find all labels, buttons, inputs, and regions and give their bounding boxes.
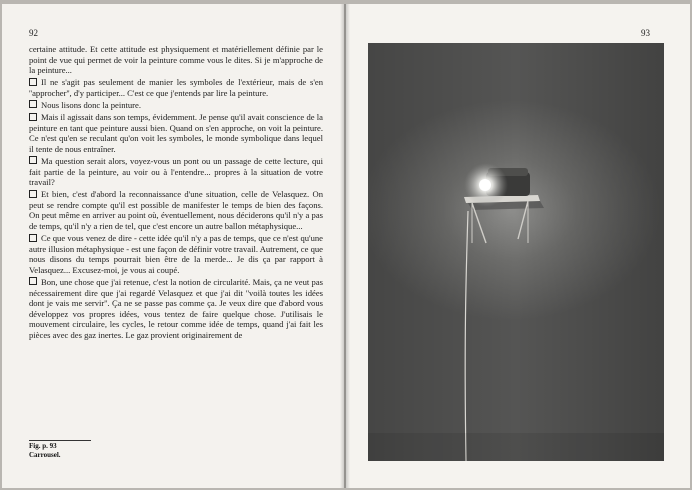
slide-projector-on-shelf-icon [368, 43, 664, 461]
paragraph: Ce que vous venez de dire - cette idée qu'il n'y a pas de temps, que ce n'est qu'une autre illusion métaphysique - est une façon de définir votre travail. Autrement, ce que nous disons du temps pourrait bien être de la merde... Je dis ça par rapport à Velasquez... Excusez-moi, je vous ai coupé. [29, 233, 323, 275]
left-page [2, 4, 344, 488]
figure-title: Carrousel. [29, 451, 61, 459]
page-number-right: 93 [641, 28, 650, 38]
answer-marker-icon [29, 100, 37, 108]
question-marker-icon [29, 277, 37, 285]
interview-text [29, 44, 323, 342]
answer-marker-icon [29, 234, 37, 242]
paragraph: Ma question serait alors, voyez-vous un pont ou un passage de cette lecture, qui fait partie de la peinture, au voir ou à l'entendre... propres à la situation de votre travail? [29, 155, 323, 188]
figure-reference: Fig. p. 93 [29, 442, 57, 450]
paragraph: certaine attitude. Et cette attitude est physiquement et matériellement définie par le point de vue qui permet de voir la peinture comme vous le dites. Si je m'approche de la peinture... [29, 44, 323, 76]
question-marker-icon [29, 78, 37, 86]
question-marker-icon [29, 113, 37, 121]
paragraph: Et bien, c'est d'abord la reconnaissance d'une situation, celle de Velasquez. On peut se rendre compte qu'il est possible de manifester le temps de bien des façons. On peut même en arriver au point où, éventuellement, nous déciderons qu'il n'y a pas de temps, qu'il n'y a rien de tel, que c'est encore un autre ballon métaphysique... [29, 189, 323, 231]
caption-divider [29, 440, 91, 441]
book-gutter [340, 4, 350, 488]
artwork-photograph [368, 43, 664, 461]
question-marker-icon [29, 190, 37, 198]
paragraph: Bon, une chose que j'ai retenue, c'est la notion de circularité. Mais, ça ne veut pas nécessairement dire que j'ai regardé Velasquez et que j'ai dit ''voilà toutes les idées dont je vais me servir''. Ça ne se passe pas comme ça. Je veux dire que d'abord vous développez vos propres idées, vous tentez de faire quelque chose. J'utilisais le mouvement circulaire, les cycles, le retour comme idée de temps, quand j'ai fait les pièces avec des gaz inertes. Le gaz provient originairement de [29, 276, 323, 340]
paragraph: Il ne s'agit pas seulement de manier les symboles de l'extérieur, mais de s'en ''approcher'', d'y participer... C'est ce que j'entends par lire la peinture. [29, 77, 323, 98]
page-number-left: 92 [29, 28, 38, 38]
right-page [346, 4, 690, 488]
paragraph: Nous lisons donc la peinture. [29, 100, 323, 111]
figure-caption [29, 442, 99, 460]
paragraph: Mais il agissait dans son temps, évidemment. Je pense qu'il avait conscience de la peinture en tant que peinture aussi bien. Quand on s'en approche, on voit la peinture. Ce n'est qu'en se reculant qu'on voit les symboles, le monde symbolique dans lequel il tente de nous entraîner. [29, 112, 323, 154]
answer-marker-icon [29, 156, 37, 164]
